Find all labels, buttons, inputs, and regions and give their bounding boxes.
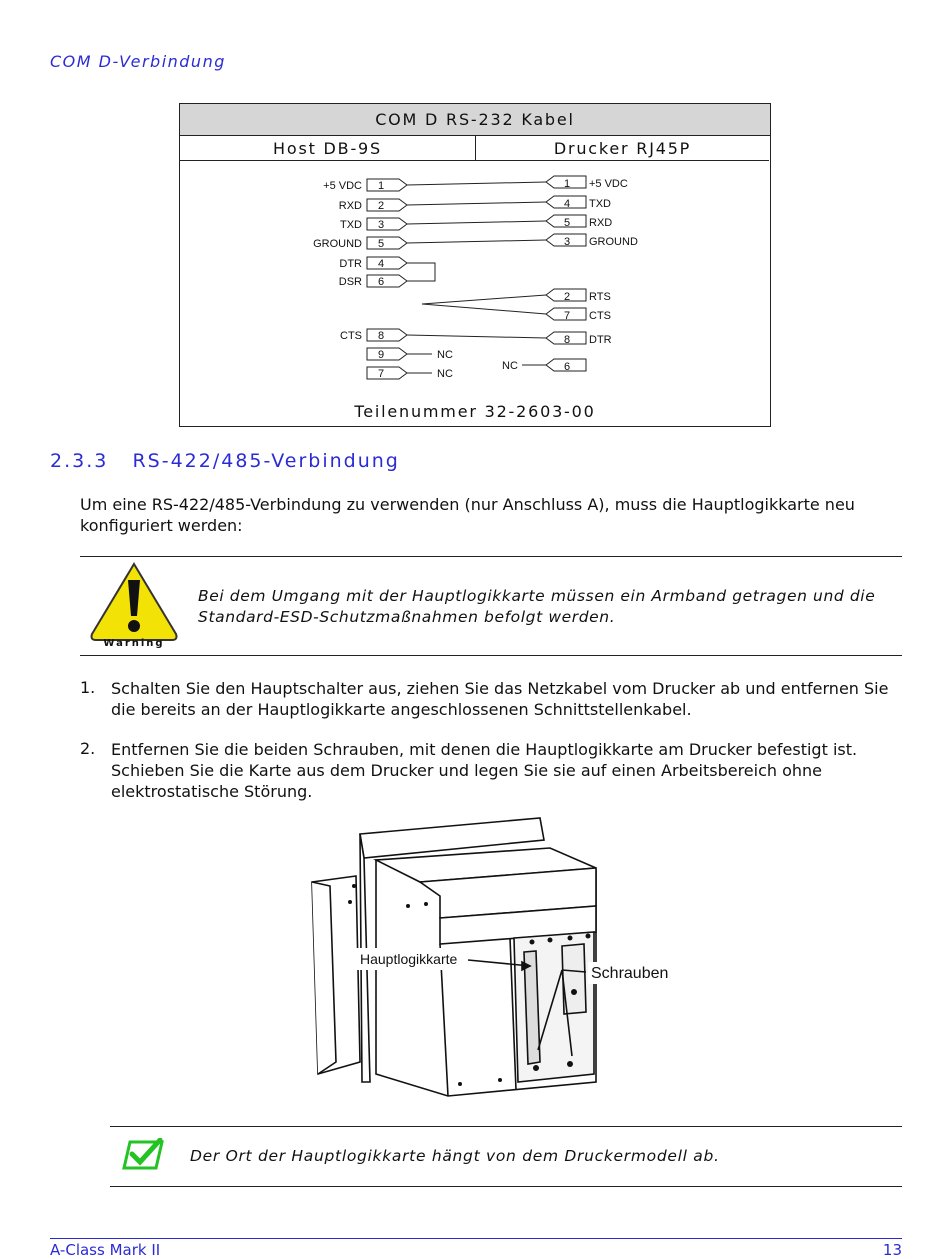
right-pin-label: +5 VDC [589,178,628,190]
section-heading: 2.3.3 RS-422/485-Verbindung [50,450,400,472]
warning-text: Bei dem Umgang mit der Hauptlogikkarte müssen ein Armband getragen und die Standard-ESD-Schutzmaßnahmen befolgt werden. [198,587,876,626]
footer-product-name: A-Class Mark II [50,1241,161,1259]
figure-label-screws: Schrauben [591,965,669,982]
note-bottom-rule [110,1186,902,1187]
warning-icon-label: Warning [103,638,165,649]
left-pin-label: CTS [340,330,362,342]
warning-top-rule [80,556,902,557]
nc-label: NC [437,368,453,380]
page-number: 13 [882,1241,902,1259]
wires [407,182,546,338]
left-pin-dsr [339,275,407,288]
warning-bottom-rule [80,655,902,656]
right-pin-label: RXD [589,217,613,229]
step-text: Schalten Sie den Hauptschalter aus, ziehen Sie das Netzkabel vom Drucker ab und entfernen Sie die bereits an der Hauptlogikkarte angeschlossenen Schnittstellenkabel. [111,679,889,719]
left-pin-plus5vdc [323,179,407,192]
right-pin-plus5vdc [546,176,628,190]
left-pin-label: DSR [338,276,362,288]
left-pin-number: 8 [378,330,385,342]
cable-wiring-table [179,103,771,427]
left-pin-number: 1 [378,180,385,192]
right-pin-number: 7 [564,310,571,322]
left-pin-9 [367,348,453,361]
checkmark-note-icon [122,1138,166,1176]
footer-rule [50,1238,902,1239]
right-pin-number: 1 [564,178,571,190]
right-pin-dtr [546,332,612,346]
intro-paragraph: Um eine RS-422/485-Verbindung zu verwenden (nur Anschluss A), muss die Hauptlogikkarte neu konfiguriert werden: [80,495,855,535]
step-number: 2. [80,739,96,758]
right-pin-label: DTR [589,334,612,346]
left-pin-7 [367,367,453,380]
right-pin-number: 6 [564,361,571,373]
figure-label-card: Hauptlogikkarte [360,951,458,967]
printer-illustration [300,812,700,1106]
cable-table-title: COM D RS-232 Kabel [180,104,770,136]
left-pin-number: 7 [378,368,385,380]
left-pin-number: 6 [378,276,385,288]
left-pin-label: TXD [340,219,362,231]
right-pin-label: GROUND [589,236,638,248]
note-text: Der Ort der Hauptlogikkarte hängt von dem Druckermodell ab. [190,1147,720,1165]
left-pin-number: 2 [378,200,385,212]
right-pin-number: 8 [564,334,571,346]
host-column-header: Host DB-9S [180,136,476,161]
wiring-diagram [180,161,770,401]
left-pin-ground [313,237,407,250]
left-pin-number: 4 [378,258,385,270]
right-pin-number: 3 [564,236,571,248]
left-pin-dtr [339,257,407,270]
left-pin-number: 3 [378,219,385,231]
right-pin-rxd [546,215,612,229]
left-pin-rxd [339,199,407,212]
part-number: Teilenummer 32-2603-00 [354,402,596,421]
right-pin-cts [546,308,611,322]
right-pin-label: TXD [589,198,611,210]
left-pin-label: GROUND [313,238,362,250]
right-pin-ground [546,234,638,248]
left-pin-cts [340,329,407,342]
step-text: Entfernen Sie die beiden Schrauben, mit denen die Hauptlogikkarte am Drucker befestigt ist. Schieben Sie die Karte aus dem Drucker und legen Sie sie auf einen Arbeitsbereich ohne elektrostatische Störung. [111,740,858,801]
printer-column-header: Drucker RJ45P [476,136,769,161]
note-top-rule [110,1126,902,1127]
right-pin-number: 4 [564,198,571,210]
left-pin-txd [340,218,407,231]
right-pin-6 [502,359,586,373]
left-pin-number: 9 [378,349,385,361]
right-pin-number: 2 [564,291,571,303]
warning-icon [88,560,180,656]
left-pin-number: 5 [378,238,385,250]
nc-label: NC [437,349,453,361]
right-pin-label: RTS [589,291,611,303]
right-pin-number: 5 [564,217,571,229]
step-number: 1. [80,678,96,697]
section-label: COM D-Verbindung [50,52,226,71]
left-pin-label: +5 VDC [323,180,362,192]
left-pin-label: DTR [339,258,362,270]
right-pin-rts [546,289,611,303]
left-pin-label: RXD [338,200,362,212]
right-pin-label: CTS [589,310,611,322]
nc-label: NC [502,360,518,372]
right-pin-txd [546,196,611,210]
